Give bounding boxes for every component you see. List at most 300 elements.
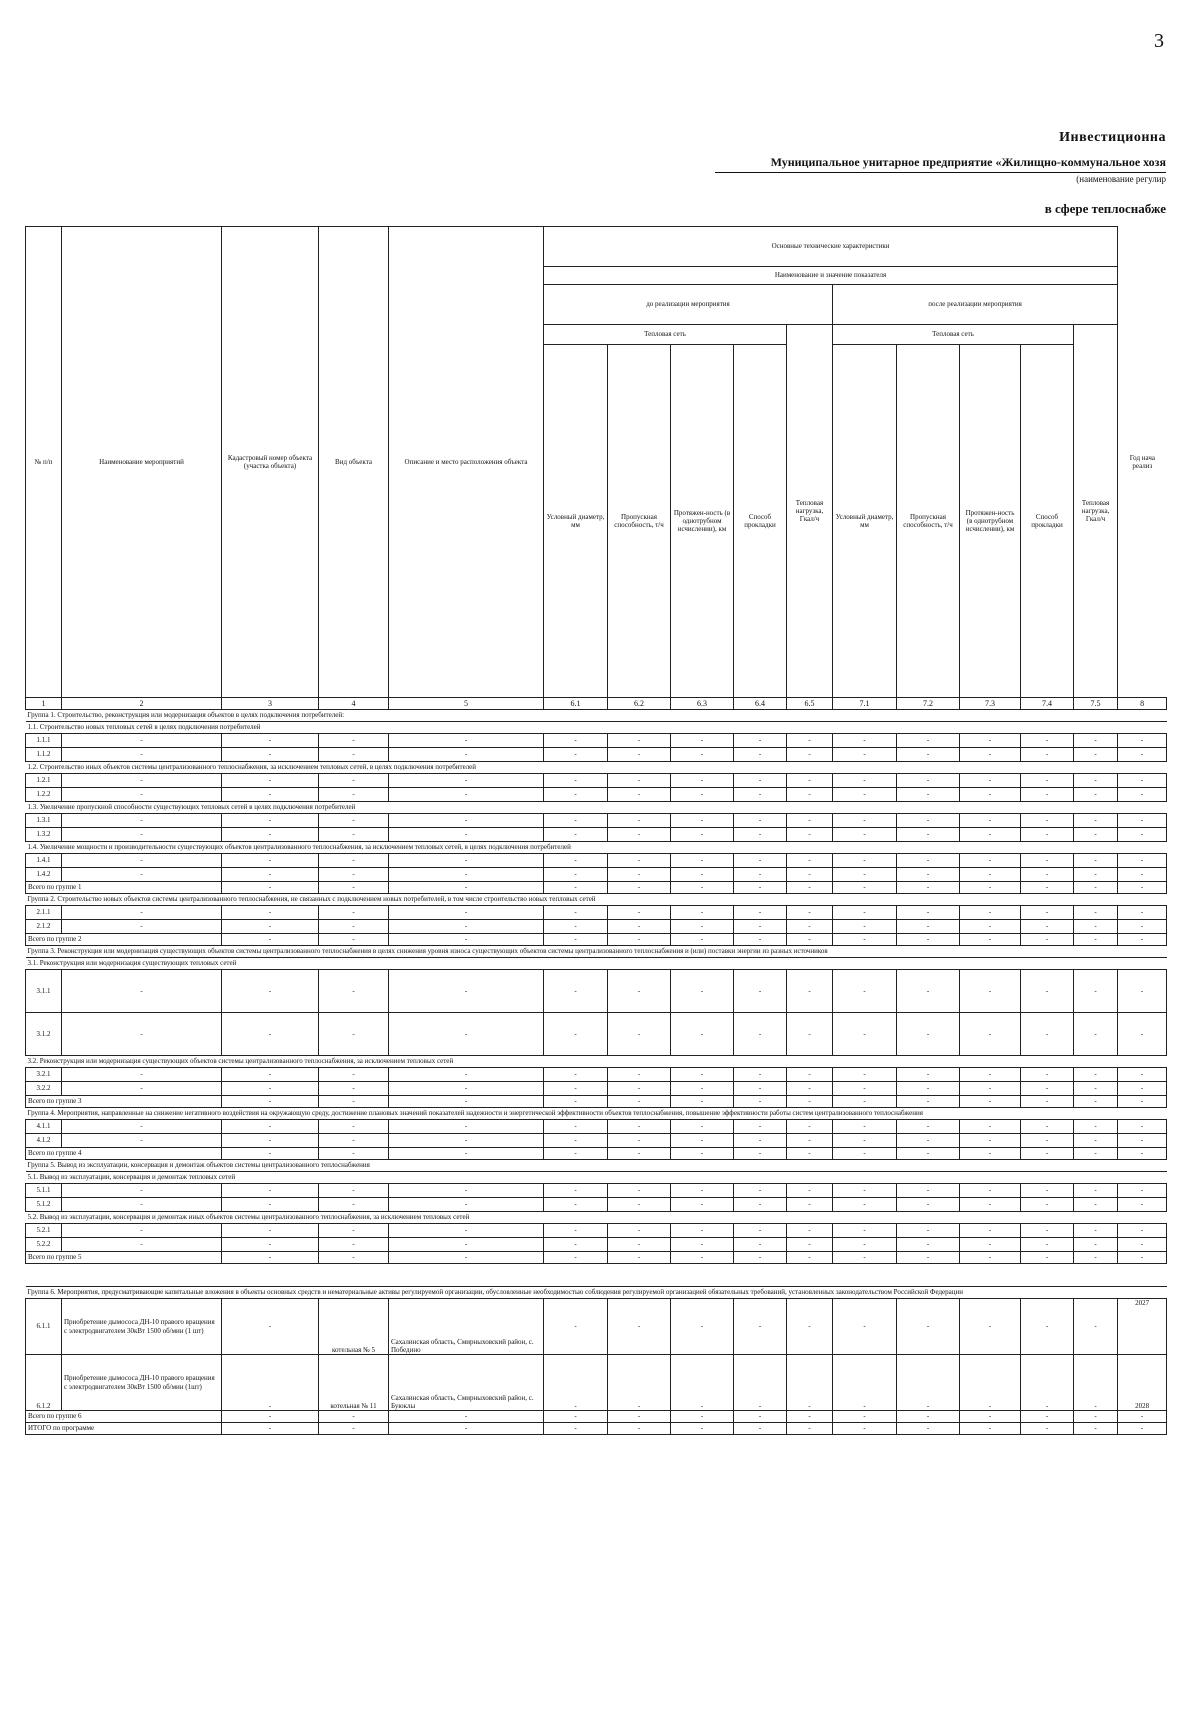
row-cell: -	[787, 1299, 833, 1355]
row-cell: -	[608, 868, 671, 882]
row-cell: -	[1118, 788, 1167, 802]
row-cell: -	[1074, 1411, 1118, 1423]
row-cell: -	[734, 814, 787, 828]
row-cell: -	[1074, 882, 1118, 894]
row-cell: -	[62, 748, 222, 762]
row-cell: -	[389, 1411, 544, 1423]
row-cell: -	[62, 1238, 222, 1252]
subgroup-heading: 5.2. Вывод из эксплуатации, консервация и демонтаж иных объектов системы централизованного теплоснабжения, за исключением тепловых сетей	[26, 1212, 1167, 1224]
row-cell: -	[787, 1134, 833, 1148]
row-cell: -	[608, 970, 671, 1013]
row-cell: -	[1074, 1096, 1118, 1108]
table-row	[26, 1013, 1167, 1056]
row-cell: -	[787, 774, 833, 788]
row-cell: -	[960, 1238, 1021, 1252]
row-cell: -	[787, 906, 833, 920]
row-number: 1.3.2	[26, 828, 62, 842]
row-cell: -	[1021, 1120, 1074, 1134]
row-cell: -	[544, 920, 608, 934]
row-cell: -	[544, 1355, 608, 1411]
row-cell: -	[608, 774, 671, 788]
row-cell: -	[222, 868, 319, 882]
row-cell: -	[319, 882, 389, 894]
row-number: 1.3.1	[26, 814, 62, 828]
row-cell: -	[960, 970, 1021, 1013]
row-cell: -	[734, 1013, 787, 1056]
row-cell: -	[671, 1184, 734, 1198]
row-cell: -	[389, 934, 544, 946]
row-year: 2028	[1118, 1355, 1167, 1411]
row-cell: -	[671, 906, 734, 920]
row-cell: -	[897, 1148, 960, 1160]
row-cell: -	[222, 748, 319, 762]
row-cell: -	[608, 1068, 671, 1082]
row-cell: -	[1074, 734, 1118, 748]
header-type: Вид объекта	[319, 227, 389, 698]
subgroup-heading: 5.1. Вывод из эксплуатации, консервация и демонтаж тепловых сетей	[26, 1172, 1167, 1184]
row-cell: -	[608, 1299, 671, 1355]
row-cell: -	[1118, 814, 1167, 828]
row-cell: -	[897, 1184, 960, 1198]
row-cell: -	[608, 1096, 671, 1108]
row-cell: -	[787, 1096, 833, 1108]
row-cell: -	[1118, 1423, 1167, 1435]
table-row	[26, 906, 1167, 920]
row-cell: -	[544, 1224, 608, 1238]
row-cell: -	[833, 1238, 897, 1252]
row-cell: -	[1074, 970, 1118, 1013]
row-number: 5.1.1	[26, 1184, 62, 1198]
subgroup-heading: 1.1. Строительство новых тепловых сетей в целях подключения потребителей	[26, 722, 1167, 734]
row-cell: -	[319, 734, 389, 748]
total-label: Всего по группе 1	[26, 882, 222, 894]
row-cell: -	[608, 1224, 671, 1238]
row-cell: -	[222, 1096, 319, 1108]
row-number: 1.2.1	[26, 774, 62, 788]
row-number: 6.1.2	[26, 1355, 62, 1411]
row-cell: -	[833, 854, 897, 868]
row-cell: -	[833, 1299, 897, 1355]
row-number: 5.2.1	[26, 1224, 62, 1238]
row-cell: -	[960, 1423, 1021, 1435]
row-cell: -	[389, 1423, 544, 1435]
row-cell: -	[608, 1120, 671, 1134]
table-row	[26, 814, 1167, 828]
row-cell: -	[389, 882, 544, 894]
row-cell: -	[960, 734, 1021, 748]
row-cell: -	[1074, 1148, 1118, 1160]
col-number: 7.2	[897, 698, 960, 710]
header-indicator-name: Наименование и значение показателя	[544, 267, 1118, 285]
row-cell: -	[833, 970, 897, 1013]
row-cell: -	[897, 970, 960, 1013]
row-cell: -	[787, 1120, 833, 1134]
row-cell: -	[671, 1134, 734, 1148]
table-row	[26, 1184, 1167, 1198]
table-row	[26, 1082, 1167, 1096]
row-cell: -	[608, 828, 671, 842]
row-cell: -	[544, 934, 608, 946]
row-cell: -	[544, 1184, 608, 1198]
row-cell: -	[1021, 1355, 1074, 1411]
row-cell: -	[897, 1252, 960, 1264]
group-total-row	[26, 1411, 1167, 1423]
header-heat-net-after: Тепловая сеть	[833, 325, 1074, 345]
row-cell: -	[787, 1224, 833, 1238]
row-cell: -	[734, 828, 787, 842]
table-row	[26, 1198, 1167, 1212]
row-cell: -	[389, 1198, 544, 1212]
row-cell: -	[62, 854, 222, 868]
subgroup-heading: 3.1. Реконструкция или модернизация существующих тепловых сетей	[26, 958, 1167, 970]
row-cell: -	[62, 1198, 222, 1212]
row-cell: -	[222, 774, 319, 788]
row-cell: -	[1021, 1238, 1074, 1252]
row-cell: -	[897, 748, 960, 762]
row-cell: -	[960, 1082, 1021, 1096]
row-cell: -	[544, 1082, 608, 1096]
row-cell: -	[833, 1120, 897, 1134]
row-cell: -	[608, 854, 671, 868]
row-cell: -	[608, 1198, 671, 1212]
total-label: Всего по группе 6	[26, 1411, 222, 1423]
row-cell: -	[671, 1148, 734, 1160]
row-cell: -	[671, 970, 734, 1013]
row-cell: -	[389, 1148, 544, 1160]
row-cell: -	[960, 1134, 1021, 1148]
row-cell: -	[1021, 920, 1074, 934]
col-number: 8	[1118, 698, 1167, 710]
row-cell: -	[222, 1355, 319, 1411]
table-row	[26, 748, 1167, 762]
row-cell: -	[389, 1184, 544, 1198]
row-cell: -	[833, 1423, 897, 1435]
row-cell: -	[544, 1096, 608, 1108]
table-row	[26, 734, 1167, 748]
row-cell: -	[897, 1068, 960, 1082]
row-cell: -	[319, 906, 389, 920]
row-cell: -	[1021, 854, 1074, 868]
row-name: Приобретение дымососа ДН-10 правого вращения с электродвигателем 30кВт 1500 об/мин (1шт)	[62, 1355, 222, 1411]
group-heading: Группа 4. Мероприятия, направленные на снижение негативного воздействия на окружающую среду, достижение плановых значений показателей надежности и энергетической эффективности объектов теплоснабжения, повышение эффективности работы систем централизованного теплоснабжения	[26, 1108, 1167, 1120]
row-cell: -	[222, 814, 319, 828]
row-cell: -	[787, 882, 833, 894]
table-row	[26, 774, 1167, 788]
header-main-characteristics: Основные технические характеристики	[544, 227, 1118, 267]
row-cell: -	[544, 868, 608, 882]
header-laying-before: Способ прокладки	[734, 345, 787, 698]
row-cell: -	[389, 920, 544, 934]
row-number: 3.1.2	[26, 1013, 62, 1056]
row-cell: -	[1021, 1082, 1074, 1096]
row-cell: -	[222, 906, 319, 920]
row-cell: -	[222, 882, 319, 894]
row-cell: -	[608, 882, 671, 894]
row-cell: -	[787, 970, 833, 1013]
row-cell: -	[1118, 1096, 1167, 1108]
row-cell: -	[734, 774, 787, 788]
header-description: Описание и место расположения объекта	[389, 227, 544, 698]
header-year: Год нача реализ	[1118, 227, 1167, 698]
subgroup-heading: 1.2. Строительство иных объектов системы централизованного теплоснабжения, за исключением тепловых сетей, в целях подключения потребителей	[26, 762, 1167, 774]
row-cell: -	[897, 882, 960, 894]
row-cell: -	[960, 1198, 1021, 1212]
row-cell: -	[833, 1184, 897, 1198]
col-number: 7.4	[1021, 698, 1074, 710]
row-cell: -	[960, 1411, 1021, 1423]
row-number: 6.1.1	[26, 1299, 62, 1355]
table-row	[26, 920, 1167, 934]
row-cell: -	[389, 1134, 544, 1148]
row-cell: -	[608, 1013, 671, 1056]
header-heat-net-before: Тепловая сеть	[544, 325, 787, 345]
row-cell: -	[544, 1148, 608, 1160]
row-cell: -	[1021, 1252, 1074, 1264]
organization-name: Муниципальное унитарное предприятие «Жилищно-коммунальное хозя	[770, 155, 1166, 169]
row-cell: -	[671, 828, 734, 842]
group-heading: Группа 6. Мероприятия, предусматривающие капитальные вложения в объекты основных средств и нематериальные активы регулируемой организации, обусловленные необходимостью соблюдения регулируемой организацией обязательных требований, установленных законодательством Российской Федерации	[26, 1287, 1167, 1299]
header-before: до реализации мероприятия	[544, 285, 833, 325]
row-cell: -	[734, 868, 787, 882]
row-cell: -	[787, 868, 833, 882]
table-row	[26, 1120, 1167, 1134]
col-number: 7.5	[1074, 698, 1118, 710]
row-cell: -	[1074, 1082, 1118, 1096]
row-cell: -	[389, 1120, 544, 1134]
row-cell: -	[1021, 1013, 1074, 1056]
row-cell: -	[62, 734, 222, 748]
row-cell: -	[1118, 1224, 1167, 1238]
row-cell: -	[671, 920, 734, 934]
row-cell: -	[897, 934, 960, 946]
row-cell: -	[1074, 934, 1118, 946]
table-row	[26, 1068, 1167, 1082]
col-number: 4	[319, 698, 389, 710]
row-cell: -	[833, 868, 897, 882]
row-cell: -	[960, 1120, 1021, 1134]
row-cell: -	[389, 906, 544, 920]
row-cell: -	[734, 920, 787, 934]
row-cell: -	[1074, 1238, 1118, 1252]
row-cell: -	[787, 1082, 833, 1096]
row-cell: -	[787, 1423, 833, 1435]
row-cell: -	[671, 1423, 734, 1435]
row-cell: -	[897, 1120, 960, 1134]
row-year: 2027	[1118, 1299, 1167, 1355]
row-cell: -	[734, 734, 787, 748]
row-cell: -	[1118, 1068, 1167, 1082]
row-cell: -	[960, 1224, 1021, 1238]
row-cell: -	[671, 1224, 734, 1238]
row-cell: -	[671, 882, 734, 894]
row-name: Приобретение дымососа ДН-10 правого вращения с электродвигателем 30кВт 1500 об/мин (1 шт)	[62, 1299, 222, 1355]
row-cell: -	[671, 854, 734, 868]
row-cell: -	[1118, 934, 1167, 946]
row-cell: -	[544, 1120, 608, 1134]
row-cell: -	[671, 1013, 734, 1056]
sphere-label: в сфере теплоснабже	[1044, 201, 1166, 216]
row-cell: -	[1021, 1184, 1074, 1198]
row-cell: -	[1074, 748, 1118, 762]
row-cell: -	[1118, 734, 1167, 748]
subgroup-heading: 1.3. Увеличение пропускной способности существующих тепловых сетей в целях подключения потребителей	[26, 802, 1167, 814]
row-description: Сахалинская область, Смирныховский район, с. Победино	[389, 1299, 544, 1355]
row-cell: -	[62, 1082, 222, 1096]
row-cell: -	[62, 814, 222, 828]
row-cell: -	[544, 1198, 608, 1212]
row-cell: -	[222, 734, 319, 748]
col-number: 7.1	[833, 698, 897, 710]
row-cell: -	[734, 788, 787, 802]
row-cell: -	[62, 920, 222, 934]
row-cell: -	[1021, 828, 1074, 842]
row-cell: -	[608, 734, 671, 748]
row-cell: -	[544, 854, 608, 868]
subgroup-heading: 1.4. Увеличение мощности и производительности существующих объектов централизованного теплоснабжения, за исключением тепловых сетей, в целях подключения потребителей	[26, 842, 1167, 854]
header-throughput-before: Пропускная способность, т/ч	[608, 345, 671, 698]
row-cell: -	[960, 882, 1021, 894]
row-cell: -	[833, 1224, 897, 1238]
row-cell: -	[1118, 1252, 1167, 1264]
row-cell: -	[734, 1224, 787, 1238]
row-cell: -	[734, 1134, 787, 1148]
row-cell: -	[1074, 1013, 1118, 1056]
table-row	[26, 788, 1167, 802]
row-cell: -	[389, 868, 544, 882]
row-cell: -	[833, 1411, 897, 1423]
row-cell: -	[389, 970, 544, 1013]
row-cell: -	[1074, 788, 1118, 802]
row-cell: -	[319, 1068, 389, 1082]
row-number: 1.1.2	[26, 748, 62, 762]
header-diameter-before: Условный диаметр, мм	[544, 345, 608, 698]
row-cell: -	[319, 1148, 389, 1160]
row-cell: -	[897, 1423, 960, 1435]
subgroup-heading: 3.2. Реконструкция или модернизация существующих объектов системы централизованного теплоснабжения, за исключением тепловых сетей	[26, 1056, 1167, 1068]
row-cell: -	[544, 748, 608, 762]
row-cell: -	[671, 1355, 734, 1411]
group-total-row	[26, 1148, 1167, 1160]
row-cell: -	[1021, 1068, 1074, 1082]
row-cell: -	[222, 1411, 319, 1423]
row-cell: -	[833, 1252, 897, 1264]
row-cell: -	[833, 814, 897, 828]
row-cell: -	[1021, 788, 1074, 802]
row-cell: -	[389, 1096, 544, 1108]
row-cell: -	[787, 1068, 833, 1082]
row-cell: -	[222, 1120, 319, 1134]
row-cell: -	[608, 1355, 671, 1411]
col-number: 6.2	[608, 698, 671, 710]
row-cell: -	[833, 1134, 897, 1148]
row-cell: -	[319, 774, 389, 788]
row-cell: -	[734, 882, 787, 894]
row-cell: -	[544, 1423, 608, 1435]
row-cell: -	[222, 1252, 319, 1264]
row-cell: -	[222, 934, 319, 946]
row-cell: -	[787, 1013, 833, 1056]
row-cell: -	[1021, 1096, 1074, 1108]
row-cell: -	[62, 774, 222, 788]
row-number: 1.4.2	[26, 868, 62, 882]
row-cell: -	[319, 1184, 389, 1198]
row-cell: -	[960, 748, 1021, 762]
row-cell: -	[1074, 854, 1118, 868]
row-cell: -	[734, 1120, 787, 1134]
row-cell: -	[897, 734, 960, 748]
row-number: 3.2.1	[26, 1068, 62, 1082]
row-cell: -	[833, 1198, 897, 1212]
row-cell: -	[389, 774, 544, 788]
row-cell: -	[319, 748, 389, 762]
row-cell: -	[608, 934, 671, 946]
row-cell: -	[833, 1013, 897, 1056]
row-cell: -	[787, 828, 833, 842]
row-cell: -	[544, 1068, 608, 1082]
row-cell: -	[608, 1411, 671, 1423]
col-number: 3	[222, 698, 319, 710]
row-cell: -	[734, 934, 787, 946]
row-cell: -	[1074, 1184, 1118, 1198]
row-cell: -	[544, 1238, 608, 1252]
row-cell: -	[833, 920, 897, 934]
row-cell: -	[1074, 1299, 1118, 1355]
row-cell: -	[671, 868, 734, 882]
row-cell: -	[222, 1134, 319, 1148]
row-cell: -	[1118, 1238, 1167, 1252]
table-row	[26, 854, 1167, 868]
row-cell: -	[222, 1198, 319, 1212]
header-heat-load-before: Тепловая нагрузка, Гкал/ч	[787, 325, 833, 698]
row-cell: -	[222, 828, 319, 842]
group-heading: Группа 3. Реконструкция или модернизация существующих объектов системы централизованного теплоснабжения в целях снижения уровня износа существующих объектов системы централизованного теплоснабжения и (или) поставки энергии из разных источников	[26, 946, 1167, 958]
total-label: Всего по группе 2	[26, 934, 222, 946]
row-cell: -	[833, 748, 897, 762]
group-heading: Группа 1. Строительство, реконструкция или модернизация объектов в целях подключения потребителей:	[26, 710, 1167, 722]
header-heat-load-after: Тепловая нагрузка, Гкал/ч	[1074, 325, 1118, 698]
row-cell: -	[960, 1148, 1021, 1160]
row-cell: -	[960, 854, 1021, 868]
row-cell: -	[897, 828, 960, 842]
row-cell: -	[897, 1411, 960, 1423]
row-cell: -	[787, 854, 833, 868]
group-total-row	[26, 882, 1167, 894]
row-cell: -	[608, 1423, 671, 1435]
row-cell: -	[1118, 1198, 1167, 1212]
row-number: 4.1.1	[26, 1120, 62, 1134]
row-cell: -	[62, 1134, 222, 1148]
col-number: 6.4	[734, 698, 787, 710]
row-cell: -	[319, 828, 389, 842]
row-cell: -	[1118, 868, 1167, 882]
row-cell: -	[960, 1068, 1021, 1082]
investment-program-table	[25, 226, 1167, 1435]
col-number: 2	[62, 698, 222, 710]
row-cell: -	[1021, 1299, 1074, 1355]
row-cell: -	[960, 868, 1021, 882]
row-cell: -	[734, 1411, 787, 1423]
row-cell: -	[671, 1068, 734, 1082]
row-cell: -	[319, 1411, 389, 1423]
row-cell: -	[319, 970, 389, 1013]
table-row	[26, 1238, 1167, 1252]
row-cell: -	[319, 1238, 389, 1252]
row-cell: -	[734, 1355, 787, 1411]
row-cell: -	[544, 1411, 608, 1423]
group-heading: Группа 5. Вывод из эксплуатации, консервация и демонтаж объектов системы централизованного теплоснабжения	[26, 1160, 1167, 1172]
row-cell: -	[671, 1411, 734, 1423]
row-cell: -	[833, 788, 897, 802]
